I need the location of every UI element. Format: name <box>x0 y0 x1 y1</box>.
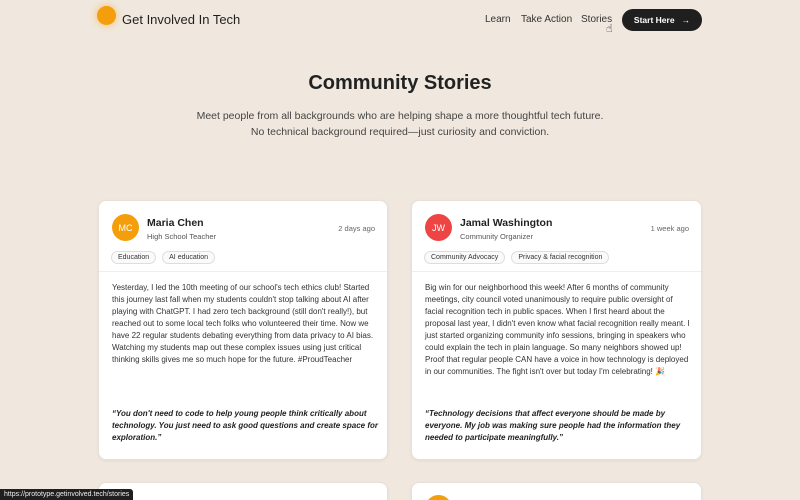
author-role: High School Teacher <box>147 232 217 241</box>
avatar: JW <box>425 214 452 241</box>
story-quote: “Technology decisions that affect everyone should be made by everyone. My job was making sure people had the information they needed to participate meaningfully.” <box>425 409 681 442</box>
page-subtitle: Meet people from all backgrounds who are helping shape a more thoughtful tech future. No technical background required—just curiosity and conviction. <box>196 110 604 138</box>
arrow-right-icon: → <box>681 15 691 25</box>
story-card[interactable] <box>411 482 702 500</box>
logo-icon[interactable] <box>97 6 116 25</box>
start-here-label: Start Here <box>633 15 675 25</box>
tag-privacy-facial-recognition[interactable]: Privacy & facial recognition <box>511 251 609 264</box>
avatar: MC <box>112 214 139 241</box>
timestamp: 1 week ago <box>650 224 689 233</box>
nav-stories[interactable]: Stories <box>581 14 613 25</box>
author-name: Jamal Washington <box>460 217 553 229</box>
hand-pointer-icon: ☝ <box>606 23 613 35</box>
logo-text[interactable]: Get Involved In Tech <box>122 12 241 27</box>
site-header <box>0 0 800 40</box>
divider <box>99 271 387 272</box>
page-title: Community Stories <box>308 72 492 94</box>
tag-list <box>111 251 215 264</box>
author-name: Maria Chen <box>147 217 204 229</box>
nav-take-action[interactable]: Take Action <box>521 14 573 25</box>
avatar <box>425 495 452 500</box>
story-body: Yesterday, I led the 10th meeting of our school's tech ethics club! Started this journey last fall when my students couldn't stop talking about AI after playing with ChatGPT. I had zero tech background (still don't really!), but reached out to some local tech folks who volunteered their time. Now we have 22 regular students debating everything from data privacy to AI bias. Watching my students map out these complex issues using just critical thinking skills gives me so much hope for the future. #ProudTeacher <box>112 283 374 364</box>
timestamp: 2 days ago <box>338 224 375 233</box>
author-role: Community Organizer <box>460 232 533 241</box>
story-card[interactable] <box>98 200 388 460</box>
story-card[interactable] <box>98 482 388 500</box>
tag-community-advocacy[interactable]: Community Advocacy <box>424 251 505 264</box>
story-body: Big win for our neighborhood this week! After 6 months of community meetings, city council voted unanimously to require public oversight of facial recognition tech in public spaces. When I first heard about the proposal last year, I didn't even know what facial recognition really meant. I just started organizing community info sessions, bringing in speakers who could explain the tech in plain language. So many neighbors showed up! Proof that regular people CAN have a voice in how technology is deployed in our communities. The fight isn't over but today I'm celebrating! 🎉 <box>425 283 690 376</box>
tag-education[interactable]: Education <box>111 251 156 264</box>
nav-learn[interactable]: Learn <box>485 14 511 25</box>
start-here-button[interactable] <box>622 9 702 31</box>
tag-list <box>424 251 609 264</box>
divider <box>412 271 701 272</box>
tag-ai-education[interactable]: AI education <box>162 251 215 264</box>
story-quote: “You don't need to code to help young people think critically about technology. You just need to ask good questions and create space for exploration.” <box>112 409 378 442</box>
story-card[interactable] <box>411 200 702 460</box>
status-bar-url: https://prototype.getinvolved.tech/stories <box>0 489 133 500</box>
